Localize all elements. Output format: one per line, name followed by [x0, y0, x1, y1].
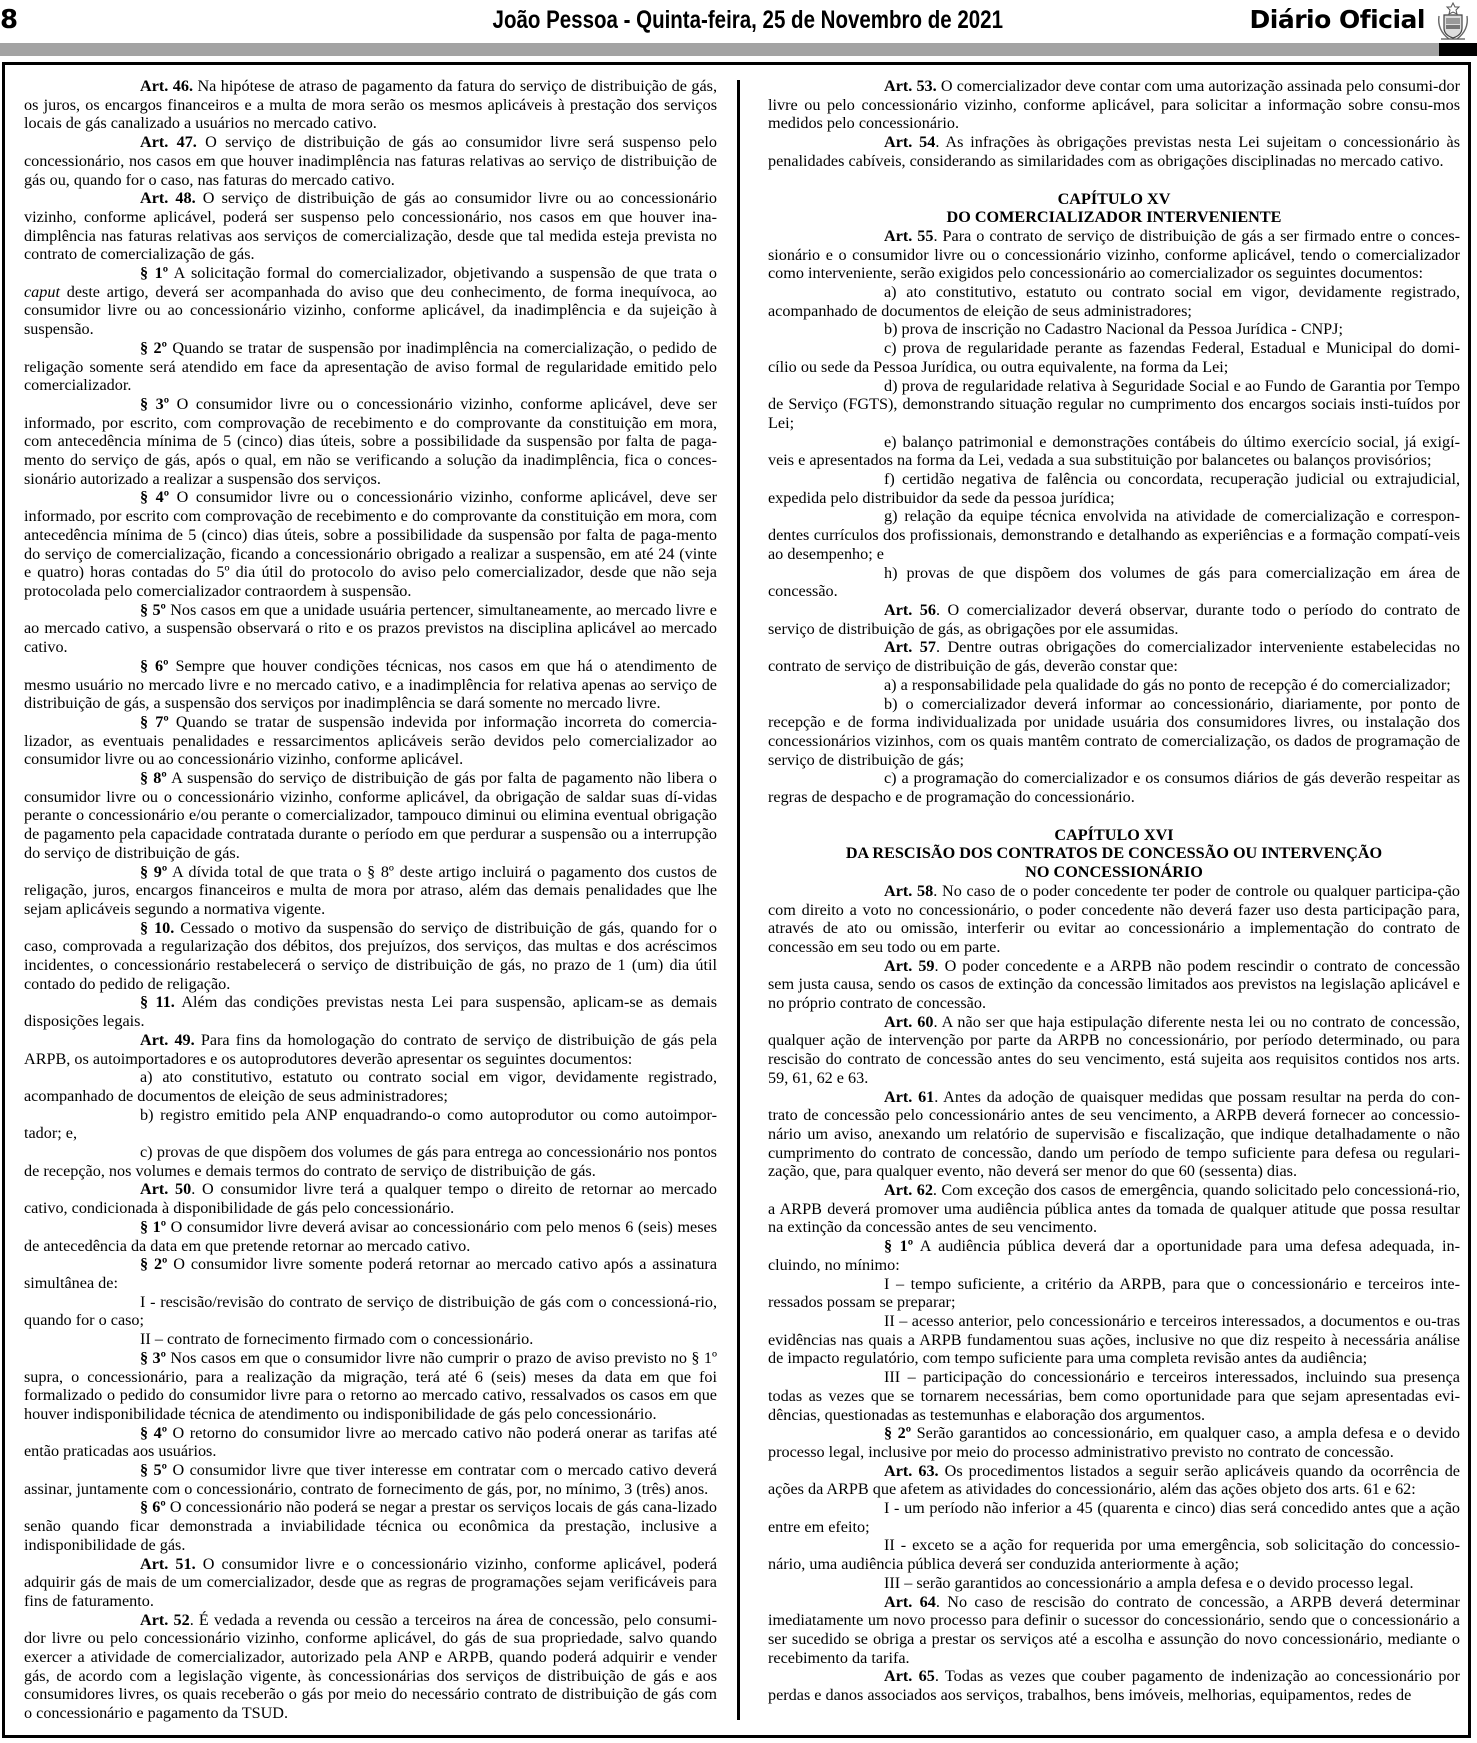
paragraph: [24, 1031, 717, 1068]
paragraph: [768, 227, 1460, 283]
paragraph-lead: § 1º: [140, 264, 169, 283]
paragraph-text: . O poder concedente e a ARPB não podem rescindir o contrato de concessão sem justa causa, sendo os casos de extinção da concessão limitados aos previstos na legislação aplicável e no próprio contrato de concessão.: [768, 956, 1461, 1013]
paragraph-lead: Art. 47.: [140, 133, 197, 152]
paragraph-text: Serão garantidos ao concessionário, em qualquer caso, a ampla defesa e o devido processo legal, inclusive por meio do processo administrativo previsto no contrato de concessão.: [768, 1424, 1460, 1461]
paragraph-text: O consumidor livre ou o concessionário vizinho, conforme aplicável, deve ser informado, por escrito com comprovação de recebimento e do comprovante da constituição em mora, com antecedência mínima de 5 (cinco) dias úteis, sobre a possibilidade da suspensão por falta de paga-mento do serviço de comercialização, ficando a concessionário obrigado a realizar a suspensão, em até 24 (vinte e quatro) horas contadas do 5º dia útil do protocolo do aviso pelo comercializador, desde que não seja protocolada pelo comercializador contraordem à suspensão.: [24, 488, 717, 600]
paragraph: [768, 882, 1460, 957]
paragraph-lead: § 11.: [140, 993, 175, 1012]
paragraph-text: b) o comercializador deverá informar ao concessionário, diariamente, por ponto de recepção e de forma individualizada por unidade usuária dos consumidores livres, ou instalação dos concessionários vizinhos, com os quais mantêm contrato de comercialização, os dados de programação de serviço de distribuição de gás;: [768, 694, 1460, 769]
chapter-xvi-subtitle-line1: DA RESCISÃO DOS CONTRATOS DE CONCESSÃO OU INTERVENÇÃO: [845, 844, 1383, 863]
dateline: João Pessoa - Quinta-feira, 25 de Novembro de 2021: [492, 6, 1003, 34]
paragraph: [768, 320, 1460, 339]
paragraph: [768, 283, 1460, 320]
paragraph: [24, 1498, 717, 1554]
paragraph-text: III – serão garantidos ao concessionário a ampla defesa e o devido processo legal.: [884, 1573, 1414, 1592]
paragraph-text: Cessado o motivo da suspensão do serviço de distribuição de gás, quando for o caso, comprovada a regularização dos débitos, dos prejuízos, dos serviços, das multas e dos acréscimos incidentes, o concessionário restabelecerá o serviço de distribuição de gás, no prazo de 1 (um) dia útil contado do pedido de religação.: [24, 918, 718, 993]
paragraph: [24, 713, 717, 769]
paragraph: [768, 1368, 1460, 1424]
paragraph: [768, 133, 1460, 170]
paragraph: [768, 377, 1460, 433]
paragraph: [24, 488, 717, 600]
paragraph-lead: § 9º: [140, 862, 168, 881]
paragraph-text: Sempre que houver condições técnicas, nos casos em que há o atendimento de mesmo usuário no mercado livre e no mercado cativo, e a inadimplência for relativa apenas ao serviço de distribuição de gás, a suspensão dos serviços por inadimplência se dará somente no mercado livre.: [24, 656, 717, 713]
paragraph: [24, 1330, 717, 1349]
paragraph-lead: Art. 61: [884, 1087, 935, 1106]
paragraph-lead: § 10.: [140, 918, 175, 937]
paragraph-lead: Art. 49.: [140, 1030, 195, 1049]
paragraph: [768, 1536, 1460, 1573]
paragraph-lead: Art. 60: [884, 1012, 934, 1031]
chapter-xvi-body: [768, 882, 1460, 1705]
paragraph-lead: Art. 48.: [140, 189, 196, 208]
paragraph-text: b) registro emitido pela ANP enquadrando-o como autoprodutor ou como autoimpor-tador; e,: [24, 1105, 717, 1143]
paragraph-text: a) a responsabilidade pela qualidade do gás no ponto de recepção é do comercializador;: [884, 675, 1451, 694]
paragraph-lead: § 3º: [140, 1348, 166, 1367]
paragraph-lead: Art. 50: [140, 1180, 192, 1199]
paragraph-text: O consumidor livre e o concessionário vizinho, conforme aplicável, poderá adquirir gás de mais de um comercializador, desde que as regras de programações sejam verificáveis para fins de faturamento.: [24, 1554, 718, 1610]
paragraph-lead: § 4º: [140, 1423, 168, 1442]
paragraph-text: II – acesso anterior, pelo concessionário e terceiros interessados, a documentos e ou-tras evidências nas quais a ARPB fundamentou suas ações, inclusive no que diz respeito à necessária análise de impacto regulatório, com tempo suficiente para uma completa revisão antes da audiência;: [768, 1312, 1460, 1368]
paragraph-text: II – contrato de fornecimento firmado com o concessionário.: [140, 1330, 534, 1349]
paragraph: [24, 1349, 717, 1424]
paragraph-text: Na hipótese de atraso de pagamento da fatura do serviço de distribuição de gás, os juros, os encargos financeiros e a multa de mora serão os mesmos aplicáveis à prestação dos serviços locais de gás canalizado a usuários no mercado cativo.: [24, 77, 718, 133]
paragraph: [768, 1574, 1460, 1593]
paragraph-lead: § 6º: [140, 1498, 166, 1517]
paragraph: [768, 1275, 1460, 1312]
paragraph: [768, 1462, 1460, 1499]
paragraph: [768, 957, 1460, 1013]
paragraph: [768, 638, 1460, 675]
paragraph-text: g) relação da equipe técnica envolvida na atividade de comercialização e correspon-dentes currículos dos profissionais, demonstrando e detalhando as experiências e a formação compatí-veis ao desempenho; e: [768, 507, 1460, 563]
paragraph-text: . Dentre outras obrigações do comercializador interveniente estabelecidas no contrato de serviço de distribuição de gás, deverão constar que:: [768, 638, 1460, 676]
paragraph-text: O consumidor livre deverá avisar ao concessionário com pelo menos 6 (seis) meses de antecedência da data em que pretende retornar ao mercado cativo.: [24, 1217, 718, 1255]
paragraph-text: c) a programação do comercializador e os consumos diários de gás deverão respeitar as regras de despacho e de programação do concessionário.: [768, 769, 1460, 807]
paragraph: [768, 433, 1460, 470]
paragraph: [768, 1312, 1460, 1368]
paragraph-text: Quando se tratar de suspensão por inadimplência na comercialização, o pedido de religação somente será atendido em face da apresentação de aviso formal de regularidade emitido pelo comercializador.: [24, 338, 717, 395]
paragraph: [24, 77, 717, 133]
page-header: [0, 0, 1477, 44]
paragraph-lead: Art. 46.: [140, 77, 194, 95]
paragraph: [768, 769, 1460, 806]
header-rule-end: [1439, 43, 1477, 56]
paragraph-lead: § 1º: [884, 1237, 914, 1256]
paragraph-lead: Art. 64: [884, 1592, 936, 1611]
paragraph-lead: Art. 54: [884, 133, 936, 152]
paragraph: [768, 1237, 1460, 1274]
paragraph-text: II - exceto se a ação for requerida por uma emergência, sob solicitação do concessio-nário, uma audiência pública deverá ser conduzida anteriormente à ação;: [768, 1536, 1460, 1574]
paragraph: [24, 189, 717, 264]
paragraph-lead: § 6º: [140, 656, 169, 675]
chapter-xvi-subtitle-line2: NO CONCESSIONÁRIO: [1025, 863, 1203, 882]
paragraph: [768, 470, 1460, 507]
paragraph-text: O comercializador deve contar com uma autorização assinada pelo consumi-dor livre ou pelo concessionário vizinho, conforme aplicável, para solicitar a informação sobre consu-mos medidos pelo concessionário.: [768, 77, 1461, 133]
paragraph-text: . Para o contrato de serviço de distribuição de gás a ser firmado entre o conces-sionário e o consumidor livre ou o concessionário vizinho, conforme aplicável, tendo o comercializador como interveniente, serão exigidos pelo concessionário ao comercializador os seguintes documentos:: [768, 226, 1461, 283]
paragraph-text: . É vedada a revenda ou cessão a terceiros na área de concessão, pelo consumi-dor livre ou pelo concessionário vizinho, conforme aplicável, do gás de sua propriedade, salvo quando exercer a atividade de comercializador, autorizado pela ANP e ARPB, quando poderá adquirir e vender gás, de acordo com a legislação vigente, às concessionárias dos serviços de distribuição de gás e aos consumidores livres, os quais receberão o gás por meio do necessário contrato de distribuição de gás com o concessionário e pagamento da TSUD.: [24, 1610, 718, 1723]
paragraph-text: O retorno do consumidor livre ao mercado cativo não poderá onerar as tarifas até então praticadas aos usuários.: [24, 1423, 717, 1461]
paragraph-text: . No caso de rescisão do contrato de concessão, a ARPB deverá determinar imediatamente um novo processo para definir o sucessor do concessionário, sendo que o concessionário a ser sucedido se obriga a prestar os serviços até a escolha e assunção do novo concessionário, mediante o recebimento da tarifa.: [768, 1592, 1461, 1667]
paragraph: [24, 339, 717, 395]
paragraph-lead: § 4º: [140, 488, 170, 507]
paragraph-text: O serviço de distribuição de gás ao consumidor livre ou ao concessionário vizinho, conforme aplicável, poderá ser suspenso pelo concessionário, nos casos em que houver ina-dimplência nas faturas relativas aos serviços de comercialização, desde que tal medida esteja prevista no contrato de comercialização de gás.: [24, 189, 717, 264]
paragraph-text: O consumidor livre somente poderá retornar ao mercado cativo após a assinatura simultânea de:: [24, 1255, 717, 1292]
paragraph: [24, 1218, 717, 1255]
paraiba-coat-of-arms-icon: [1435, 2, 1471, 42]
paragraph-text: . No caso de o poder concedente ter poder de controle ou qualquer participa-ção com direito a voto no concessionário, o poder concedente não deverá fazer uso desta participação para, através de ato ou omissão, interferir ou evitar ao concessionário a implementação do contrato de concessão em seu todo ou em parte.: [768, 881, 1461, 956]
chapter-xv-subtitle: DO COMERCIALIZADOR INTERVENIENTE: [946, 208, 1282, 227]
paragraph-text: . Todas as vezes que couber pagamento de indenização ao concessionário por perdas e danos associados aos serviços, trabalhos, bens imóveis, melhorias, equipamentos, redes de: [768, 1667, 1461, 1705]
paragraph-lead: Art. 65: [884, 1667, 935, 1686]
paragraph: [768, 1593, 1460, 1668]
paragraph-lead: Art. 63.: [884, 1461, 939, 1480]
masthead-title: Diário Oficial: [1249, 5, 1425, 34]
paragraph: [24, 395, 717, 489]
paragraph: [24, 1461, 717, 1498]
paragraph-lead: § 5º: [140, 1461, 167, 1480]
paragraph: [768, 564, 1460, 601]
paragraph-lead: § 8º: [140, 769, 167, 788]
paragraph: [24, 1611, 717, 1723]
paragraph: [768, 1088, 1460, 1182]
paragraph-text: . As infrações às obrigações previstas nesta Lei sujeitam o concessionário às penalidades cabíveis, considerando as similaridades com as obrigações disciplinadas no mercado cativo.: [768, 133, 1460, 170]
paragraph-text: O concessionário não poderá se negar a prestar os serviços locais de gás cana-lizado senão quando ficar demonstrada a inviabilidade técnica ou econômica da prestação, inclusive a indisponibilidade de gás.: [24, 1498, 717, 1554]
column-divider: [737, 80, 740, 1720]
chapter-xv-title: CAPÍTULO XV: [1057, 189, 1171, 208]
paragraph: [768, 676, 1460, 695]
paragraph-text: b) prova de inscrição no Cadastro Nacional da Pessoa Jurídica - CNPJ;: [884, 320, 1343, 339]
chapter-xvi-title: CAPÍTULO XVI: [1054, 825, 1174, 844]
left-column: [24, 77, 717, 1723]
paragraph-text: a) ato constitutivo, estatuto ou contrato social em vigor, devidamente registrado, acompanhado de documentos de eleição de seus administradores;: [768, 283, 1460, 320]
paragraph: [24, 1068, 717, 1105]
paragraph-text: O consumidor livre ou o concessionário vizinho, conforme aplicável, deve ser informado, por escrito, com comprovação de recebimento e do comprovante da constituição em mora, com antecedência mínima de 5 (cinco) dias úteis, sobre a possibilidade da suspensão por falta de paga-mento do serviço de gás, após o qual, em não se verificando a solução da inadimplência, fica o conces-sionário autorizado a realizar a suspensão dos serviços.: [24, 394, 717, 488]
paragraph: [768, 1424, 1460, 1461]
paragraph-text: Além das condições previstas nesta Lei para suspensão, aplicam-se as demais disposições legais.: [24, 993, 717, 1031]
paragraph-lead: § 5º: [140, 600, 166, 619]
paragraph-text: Para fins da homologação do contrato de serviço de distribuição de gás pela ARPB, os autoimportadores e os autoprodutores deverão apresentar os seguintes documentos:: [24, 1030, 718, 1068]
paragraph-text: A solicitação formal do comercializador, objetivando a suspensão de que trata o: [168, 264, 718, 283]
paragraph-text: I - um período não inferior a 45 (quarenta e cinco) dias será concedido antes que a ação entre em efeito;: [768, 1499, 1460, 1536]
paragraph: [24, 769, 717, 863]
paragraph: [24, 1180, 717, 1217]
paragraph-lead: Art. 53.: [884, 77, 937, 95]
paragraph: [24, 863, 717, 919]
paragraph-lead: Art. 57: [884, 638, 936, 657]
paragraph: [24, 657, 717, 713]
paragraph: [768, 1499, 1460, 1536]
paragraph-text: A audiência pública deverá dar a oportunidade para uma defesa adequada, in-cluindo, no mínimo:: [768, 1237, 1460, 1274]
paragraph-text-after: deste artigo, deverá ser acompanhada do aviso que deu conhecimento, de forma inequívoca, ao consumidor livre ou ao concessionário vizinho, conforme aplicável, da inadimplência e da sujeição à suspensão.: [24, 282, 717, 339]
paragraph: [768, 601, 1460, 638]
paragraph-text: A suspensão do serviço de distribuição de gás por falta de pagamento não libera o consumidor livre ou o concessionário vizinho, conforme aplicável, da obrigação de saldar suas dí-vidas perante o concessionário e/ou perante o comercializador, tampouco diminui ou elimina eventual obrigação de pagamento pela capacidade contratada durante o período em que perdurar a suspensão ou a interrupção do serviço de distribuição de gás.: [24, 769, 717, 862]
paragraph-text: c) prova de regularidade perante as fazendas Federal, Estadual e Municipal do domi-cílio ou sede da Pessoa Jurídica, ou outra equivalente, na forma da Lei;: [768, 339, 1460, 376]
paragraph: [24, 601, 717, 657]
paragraph-text: . Com exceção dos casos de emergência, quando solicitado pelo concessioná-rio, a ARPB deverá promover uma audiência pública antes da tomada de qualquer atitude que possa resultar na extinção da concessão antes de seu vencimento.: [768, 1181, 1461, 1237]
paragraph-text: c) provas de que dispõem dos volumes de gás para entrega ao concessionário nos pontos de recepção, nos volumes e demais termos do contrato de serviço de distribuição de gás.: [24, 1143, 717, 1180]
paragraph: [768, 77, 1460, 133]
paragraph: [768, 1013, 1460, 1088]
paragraph: [24, 993, 717, 1030]
paragraph-lead: Art. 55: [884, 226, 934, 245]
header-rule: [0, 43, 1439, 56]
paragraph-lead: Art. 58: [884, 881, 934, 900]
paragraph-lead: § 1º: [140, 1217, 167, 1236]
paragraph: [768, 695, 1460, 770]
paragraph-text: A dívida total de que trata o § 8º deste artigo incluirá o pagamento dos custos de religação, juros, encargos financeiros e multa de mora por atraso, além das demais penalidades que lhe sejam aplicáveis segundo a normativa vigente.: [24, 862, 717, 918]
paragraph: [24, 1555, 717, 1611]
paragraph-text: Os procedimentos listados a seguir serão aplicáveis quando da ocorrência de ações da ARPB que afetem as atividades do concessionário, além das ações objeto dos arts. 61 e 62:: [768, 1461, 1460, 1499]
paragraph-text: I - rescisão/revisão do contrato de serviço de distribuição de gás com o concessioná-rio, quando for o caso;: [24, 1292, 717, 1330]
paragraph-lead: § 2º: [140, 1255, 168, 1274]
page-number: 8: [0, 5, 18, 35]
paragraph-text: O consumidor livre que tiver interesse em contratar com o mercado cativo deverá assinar, juntamente com o concessionário, contrato de fornecimento de gás, por, no mínimo, 3 (três) anos.: [24, 1461, 717, 1498]
paragraph-text: . Antes da adoção de quaisquer medidas que possam resultar na perda do con-trato de concessão pelo concessionário antes de seu vencimento, a ARPB deverá fornecer ao concessio-nário um aviso, anexando um relatório de supervisão e fiscalização, que indique detalhadamente o não cumprimento do contrato de concessão, dando um período de tempo suficiente para defesa ou regulari-zação, que, para qualquer evento, não deverá ser menor do que 60 (sessenta) dias.: [768, 1087, 1460, 1181]
paragraph-text: d) prova de regularidade relativa à Seguridade Social e ao Fundo de Garantia por Tempo de Serviço (FGTS), demonstrando situação regular no cumprimento dos encargos sociais insti-tuídos por Lei;: [768, 376, 1460, 432]
paragraph: [24, 1106, 717, 1143]
paragraph: [768, 1667, 1460, 1704]
paragraph-text: III – participação do concessionário e terceiros interessados, incluindo sua presença todas as vezes que se tornarem necessárias, bem como oportunidade para que sejam apresentadas evi-dências, questionadas as testemunhas e elaboração dos argumentos.: [768, 1368, 1460, 1424]
paragraph-lead: Art. 56: [884, 600, 936, 619]
paragraph-text: I – tempo suficiente, a critério da ARPB, para que o concessionário e terceiros inte-ressados possam se preparar;: [768, 1274, 1460, 1312]
paragraph-text: h) provas de que dispõem dos volumes de gás para comercialização em área de concessão.: [768, 563, 1460, 601]
paragraph-text: . O consumidor livre terá a qualquer tempo o direito de retornar ao mercado cativo, condicionada à disponibilidade de gás pelo concessionário.: [24, 1180, 717, 1218]
paragraph: [24, 133, 717, 189]
paragraph: [768, 507, 1460, 563]
paragraph: [24, 1293, 717, 1330]
paragraph-text: Nos casos em que o consumidor livre não cumprir o prazo de aviso previsto no § 1º supra, o concessionário, para a realização da migração, terá até 6 (seis) meses da data em que foi formalizado o pedido do consumidor livre para o retorno ao mercado cativo, ressalvados os casos em que houver indisponibilidade técnica de atendimento ou indisponibilidade de gás pelo concessionário.: [24, 1348, 718, 1423]
paragraph-text: f) certidão negativa de falência ou concordata, recuperação judicial ou extrajudicial, expedida pelo distribuidor da sede da pessoa jurídica;: [768, 470, 1460, 507]
paragraph: [24, 1255, 717, 1292]
paragraph-lead: § 7º: [140, 712, 169, 731]
paragraph-text: . A não ser que haja estipulação diferente nesta lei ou no contrato de concessão, qualquer ação de intervenção por parte da ARPB no concessionário, por período determinado, ou para rescisão do contrato de concessão antes do seu vencimento, está sujeita aos requisitos contidos nos arts. 59, 61, 62 e 63.: [768, 1012, 1461, 1087]
paragraph-text: e) balanço patrimonial e demonstrações contábeis do último exercício social, já exigí-veis e apresentados na forma da Lei, vedada a sua substituição por balancetes ou balanços provisórios;: [768, 432, 1460, 470]
paragraph-lead: § 2º: [884, 1424, 912, 1443]
paragraph: [768, 1181, 1460, 1237]
right-column: [768, 77, 1460, 1705]
paragraph-lead: Art. 51.: [140, 1554, 196, 1573]
paragraph: [768, 339, 1460, 376]
right-intro: [768, 77, 1460, 171]
paragraph-lead: Art. 59: [884, 956, 935, 975]
paragraph-text: a) ato constitutivo, estatuto ou contrato social em vigor, devidamente registrado, acompanhado de documentos de eleição de seus administradores;: [24, 1068, 717, 1105]
paragraph: [24, 1143, 717, 1180]
paragraph-lead: Art. 52: [140, 1610, 190, 1629]
paragraph-lead: § 2º: [140, 338, 167, 357]
paragraph-text: O serviço de distribuição de gás ao consumidor livre será suspenso pelo concessionário, nos casos em que houver inadimplência nas faturas relativas ao serviço de distribuição de gás ou, quando for o caso, nas faturas do mercado cativo.: [24, 133, 718, 189]
paragraph: [24, 264, 717, 339]
paragraph-lead: Art. 62: [884, 1181, 933, 1200]
paragraph-text: Quando se tratar de suspensão indevida por informação incorreta do comercia-lizador, as eventuais penalidades e ressarcimentos aplicáveis serão devidos pelo comercializador ao consumidor livre ou ao concessionário vizinho, conforme aplicável.: [24, 712, 717, 769]
paragraph-text: Nos casos em que a unidade usuária pertencer, simultaneamente, ao mercado livre e ao mercado cativo, a suspensão observará o rito e os prazos previstos na disciplina aplicável ao mercado cativo.: [24, 600, 717, 657]
paragraph-text: . O comercializador deverá observar, durante todo o período do contrato de serviço de distribuição de gás, as obrigações por ele assumidas.: [768, 600, 1461, 638]
chapter-xv-body: [768, 227, 1460, 807]
paragraph-italic: caput: [24, 282, 60, 301]
paragraph-lead: § 3º: [140, 394, 170, 413]
paragraph: [24, 919, 717, 994]
paragraph: [24, 1424, 717, 1461]
